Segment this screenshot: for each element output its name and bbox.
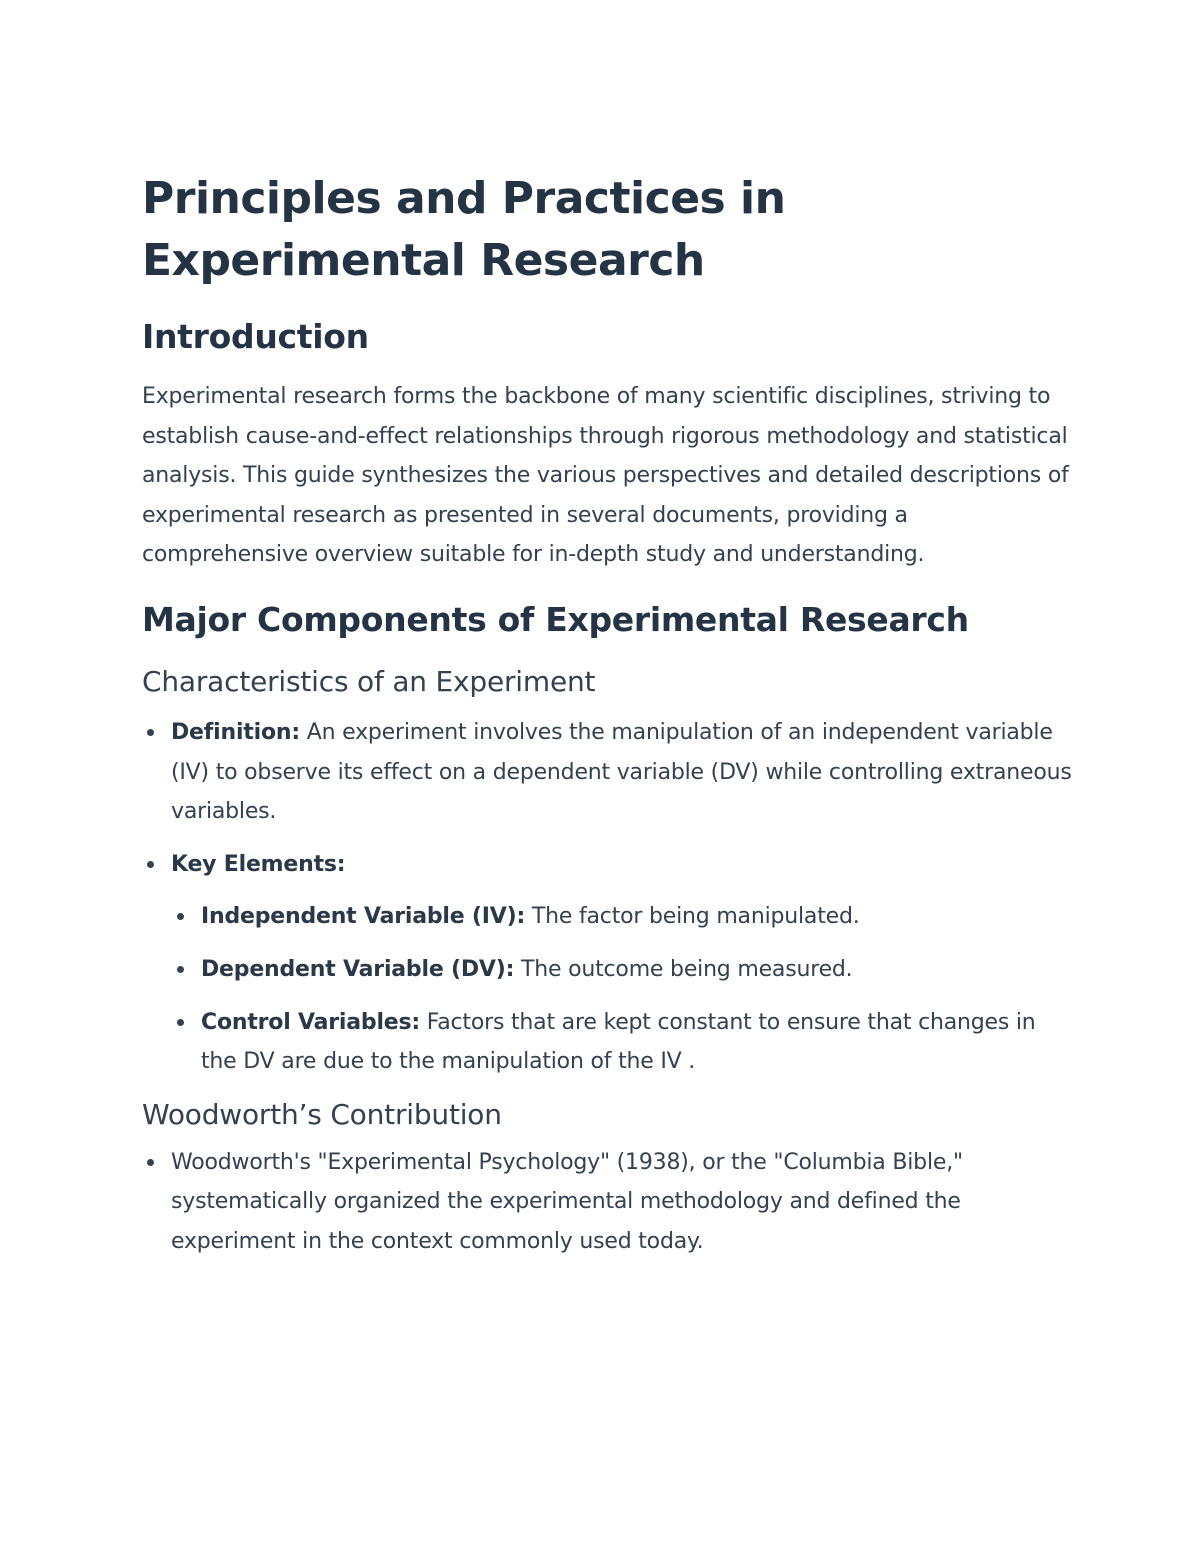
dv-term: Dependent Variable (DV):	[201, 956, 515, 982]
list-item-dependent-variable	[201, 950, 1072, 990]
bullet-icon	[177, 913, 184, 920]
list-item-definition	[171, 713, 1072, 832]
definition-term: Definition:	[171, 719, 300, 745]
woodworth-text: Woodworth's "Experimental Psychology" (1938), or the "Columbia Bible," systematically organized the experimental methodology and defined the experiment in the context commonly used today.	[171, 1149, 963, 1254]
bullet-icon	[147, 1159, 154, 1166]
document-title	[142, 168, 1072, 292]
control-text: Factors that are kept constant to ensure that changes in the DV are due to the manipulation of the IV .	[201, 1009, 1036, 1075]
bullet-icon	[177, 1019, 184, 1026]
bullet-icon	[177, 966, 184, 973]
key-elements-list	[171, 897, 1072, 1081]
definition-text: An experiment involves the manipulation of an independent variable (IV) to observe its effect on a dependent variable (DV) while controlling extraneous variables.	[171, 719, 1072, 825]
list-item-independent-variable	[201, 897, 1072, 937]
introduction-heading: Introduction	[142, 317, 369, 356]
bullet-icon	[147, 729, 154, 736]
bullet-icon	[147, 861, 154, 868]
characteristics-heading: Characteristics of an Experiment	[142, 664, 596, 698]
iv-text: The factor being manipulated.	[525, 904, 860, 930]
characteristics-list	[142, 713, 1072, 1082]
woodworth-list	[142, 1143, 1072, 1262]
key-elements-term: Key Elements:	[171, 851, 346, 877]
list-item-control-variables	[201, 1003, 1072, 1082]
iv-term: Independent Variable (IV):	[201, 904, 526, 930]
major-components-heading: Major Components of Experimental Research	[142, 599, 969, 639]
woodworth-heading: Woodworth’s Contribution	[142, 1097, 502, 1131]
document-page	[142, 168, 1072, 1262]
title-line-1: Principles and Practices in	[142, 173, 786, 224]
list-item-woodworth	[171, 1143, 1072, 1262]
title-line-2: Experimental Research	[142, 235, 705, 286]
list-item-key-elements	[171, 845, 1072, 1082]
introduction-paragraph: Experimental research forms the backbone of many scientific disciplines, striving to establish cause-and-effect relationships through rigorous methodology and statistical analysis. This guide synthesizes the various perspectives and detailed descriptions of experimental research as presented in several documents, providing a comprehensive overview suitable for in-depth study and understanding.	[142, 384, 1069, 568]
dv-text: The outcome being measured.	[514, 956, 853, 982]
control-term: Control Variables:	[201, 1009, 421, 1035]
